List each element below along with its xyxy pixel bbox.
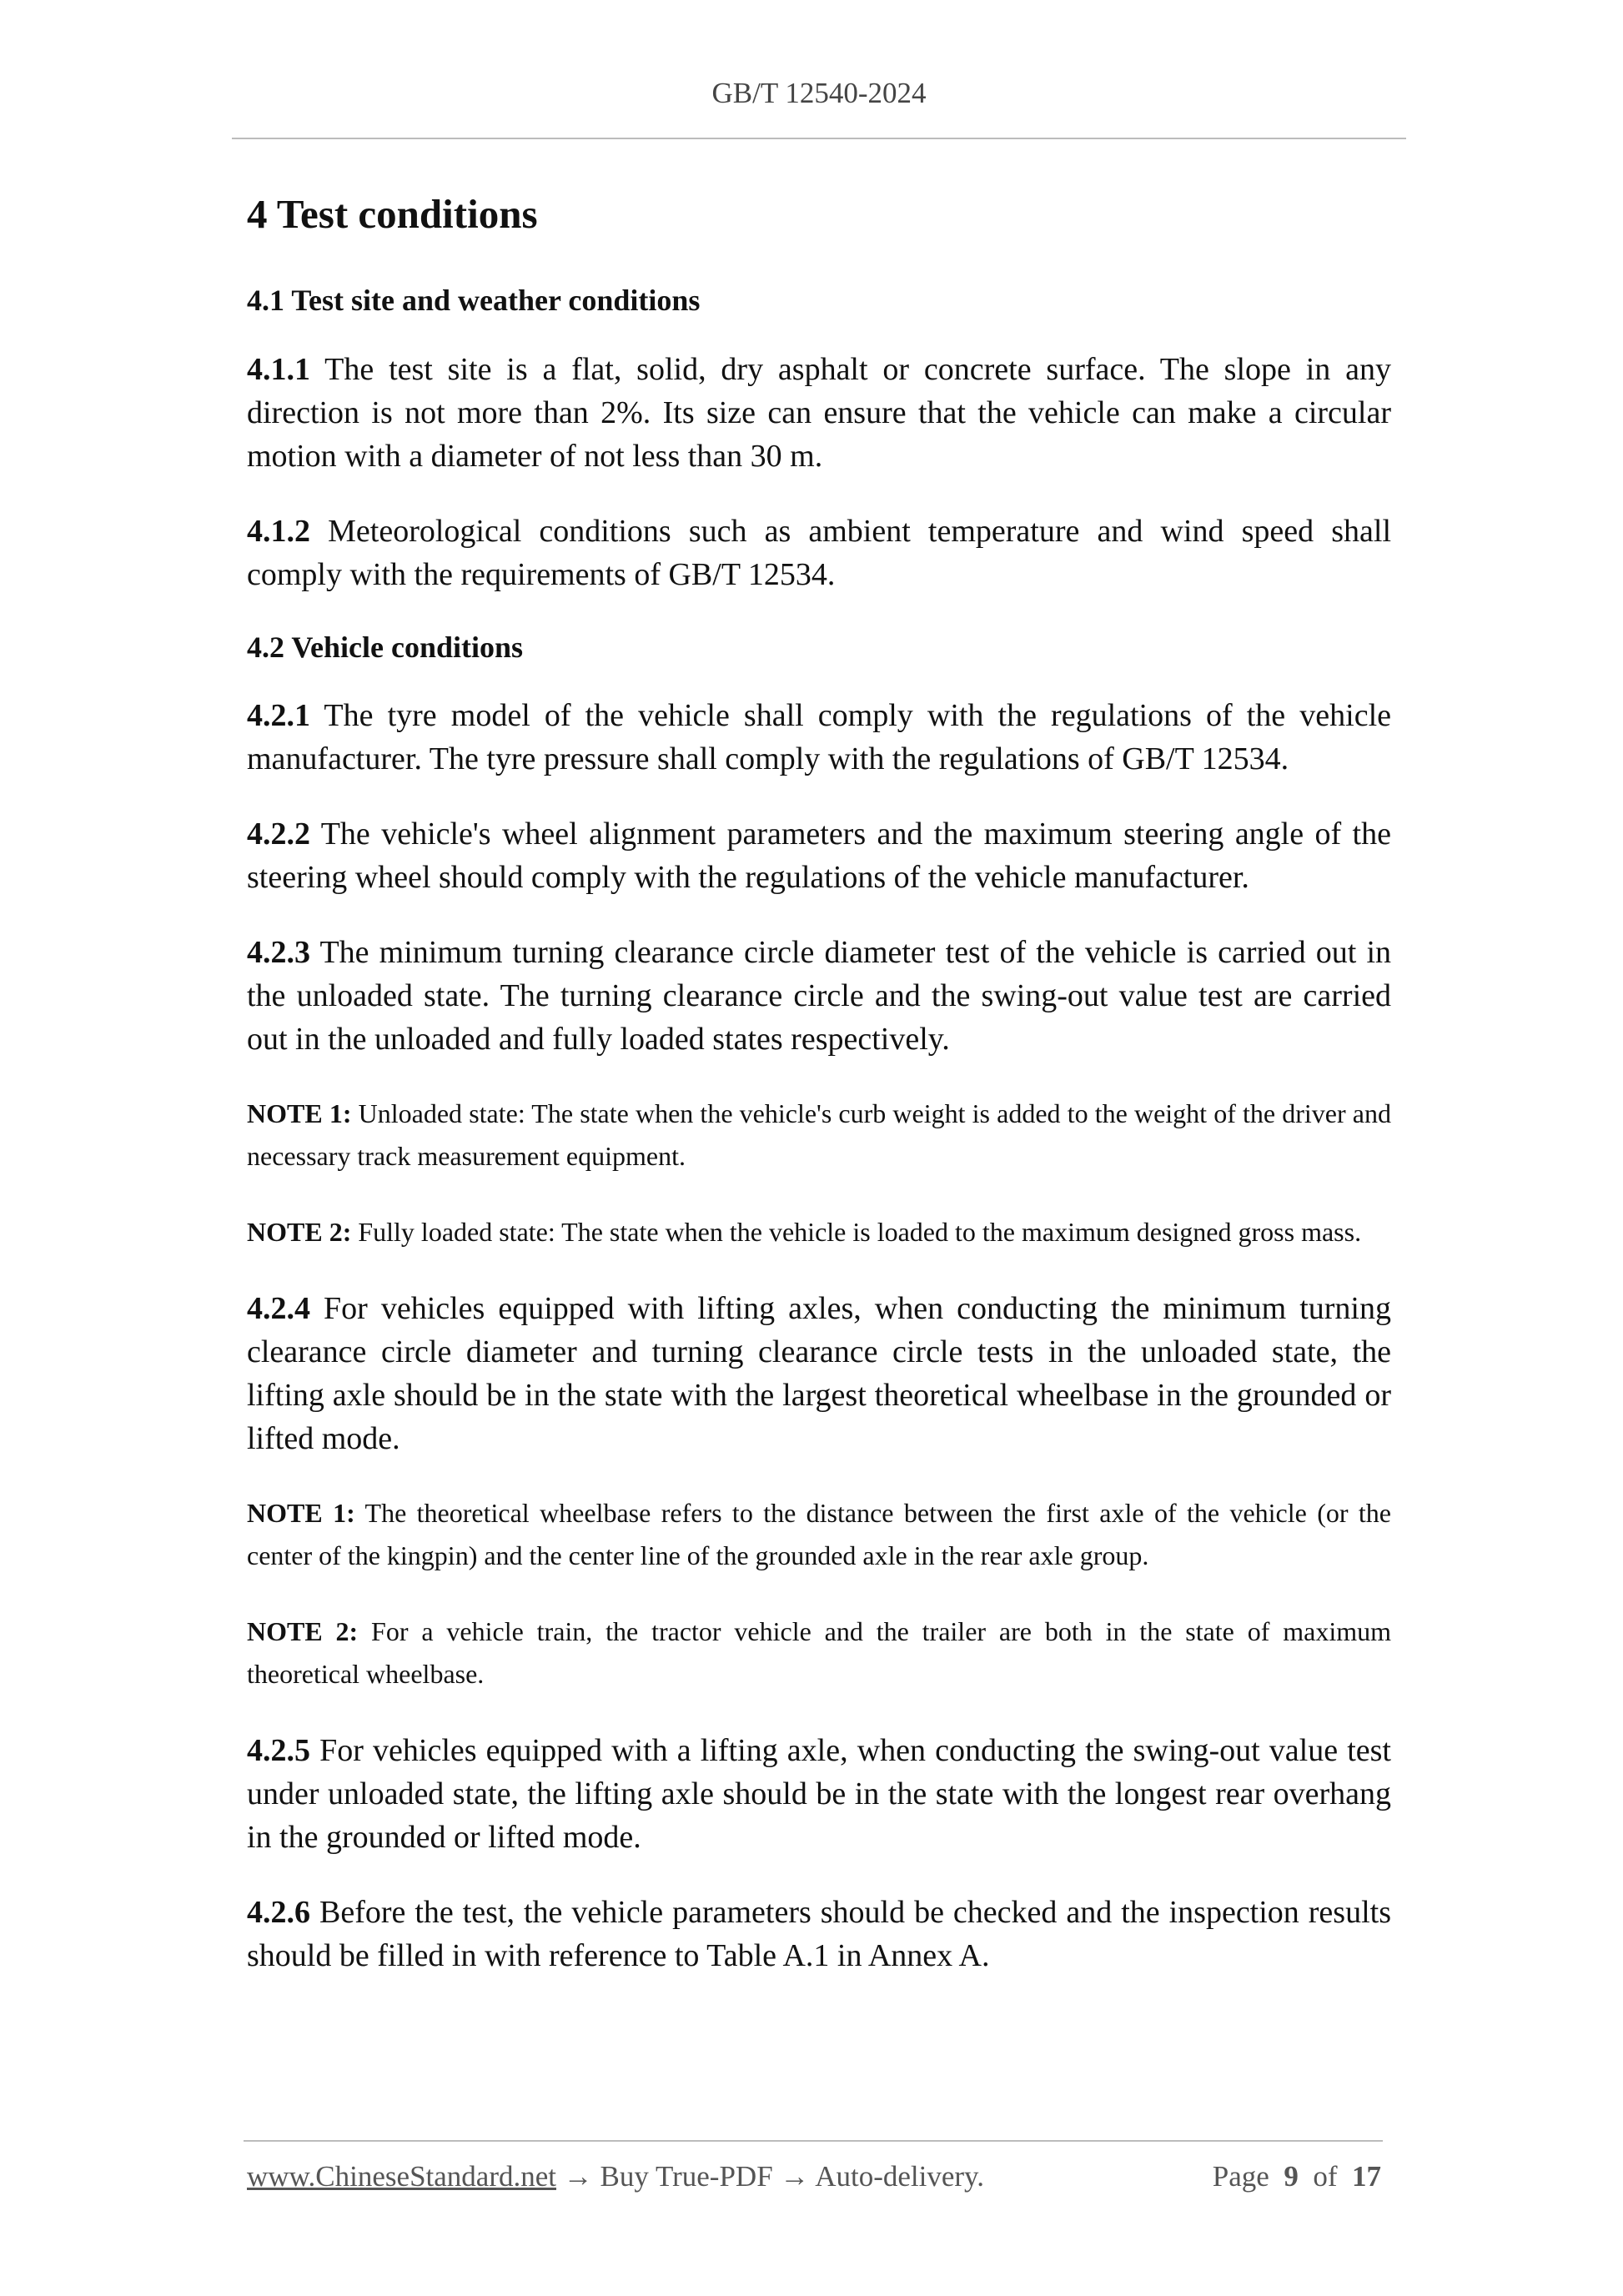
clause-text: The vehicle's wheel alignment parameters and the maximum steering angle of the steering wheel should comply with the regulations of the vehicle manufacturer. xyxy=(247,816,1391,896)
note-label: NOTE 2: xyxy=(247,1217,352,1248)
page-indicator xyxy=(1213,2160,1381,2193)
clause-number: 4.2.3 xyxy=(247,935,310,971)
clause-4-1-2 xyxy=(247,510,1391,596)
clause-number: 4.2.1 xyxy=(247,698,310,734)
note-label: NOTE 1: xyxy=(247,1098,352,1129)
clause-4-1-1 xyxy=(247,348,1391,478)
website-link[interactable]: www.ChineseStandard.net xyxy=(247,2160,556,2193)
note-4-2-3-1 xyxy=(247,1093,1391,1178)
total-page-count: 17 xyxy=(1352,2160,1381,2193)
note-text: Fully loaded state: The state when the vehicle is loaded to the maximum designed gross mass. xyxy=(351,1217,1362,1248)
clause-number: 4.1.2 xyxy=(247,513,310,549)
document-body xyxy=(247,190,1391,2009)
subsection-title-4-1: 4.1 Test site and weather conditions xyxy=(247,283,701,317)
clause-4-2-5 xyxy=(247,1729,1391,1859)
note-text: For a vehicle train, the tractor vehicle and the trailer are both in the state of maximum theoretical wheelbase. xyxy=(247,1616,1392,1690)
footer-tagline: → Buy True-PDF → Auto-delivery. xyxy=(556,2160,985,2193)
clause-number: 4.2.2 xyxy=(247,816,310,852)
clause-4-2-2 xyxy=(247,812,1391,899)
current-page-number: 9 xyxy=(1284,2160,1299,2193)
clause-text: For vehicles equipped with a lifting axle, when conducting the swing-out value test under unloaded state, the lifting axle should be in the state with the longest rear overhang in the grounded or lifted mode. xyxy=(247,1733,1391,1856)
footer-divider xyxy=(244,2140,1383,2142)
clause-text: Meteorological conditions such as ambient temperature and wind speed shall comply with the requirements of GB/T 12534. xyxy=(247,513,1391,592)
section-title: 4 Test conditions xyxy=(247,191,538,237)
page-of-word: of xyxy=(1313,2160,1338,2193)
document-header: GB/T 12540-2024 xyxy=(711,77,927,109)
clause-number: 4.2.5 xyxy=(247,1733,310,1769)
clause-text: The minimum turning clearance circle diameter test of the vehicle is carried out in the unloaded state. The turning clearance circle and the swing-out value test are carried out in the unloaded and fully loaded states respectively. xyxy=(247,935,1391,1058)
footer-left xyxy=(247,2160,984,2193)
clause-4-2-4 xyxy=(247,1287,1391,1460)
clause-4-2-3 xyxy=(247,931,1391,1061)
note-4-2-4-2 xyxy=(247,1610,1391,1696)
clause-text: The tyre model of the vehicle shall comply with the regulations of the vehicle manufacturer. The tyre pressure shall comply with the regulations of GB/T 12534. xyxy=(247,698,1391,777)
note-4-2-4-1 xyxy=(247,1492,1391,1577)
note-text: The theoretical wheelbase refers to the distance between the first axle of the vehicle (or the center of the kingpin) and the center line of the grounded axle in the rear axle group. xyxy=(247,1498,1392,1571)
subsection-title-4-2: 4.2 Vehicle conditions xyxy=(247,630,524,664)
header-divider xyxy=(232,138,1406,139)
clause-text: The test site is a flat, solid, dry asphalt or concrete surface. The slope in any direction is not more than 2%. Its size can ensure that the vehicle can make a circular motion with a diameter of not less than 30 m. xyxy=(247,351,1391,474)
clause-number: 4.2.4 xyxy=(247,1291,310,1327)
note-label: NOTE 2: xyxy=(247,1616,359,1647)
clause-4-2-1 xyxy=(247,694,1391,781)
note-4-2-3-2 xyxy=(247,1211,1391,1254)
page-footer xyxy=(247,2160,1381,2193)
note-label: NOTE 1: xyxy=(247,1498,355,1529)
note-text: Unloaded state: The state when the vehicle's curb weight is added to the weight of the driver and necessary track measurement equipment. xyxy=(247,1098,1392,1172)
clause-number: 4.2.6 xyxy=(247,1895,310,1931)
clause-text: Before the test, the vehicle parameters should be checked and the inspection results should be filled in with reference to Table A.1 in Annex A. xyxy=(247,1895,1391,1974)
clause-number: 4.1.1 xyxy=(247,351,310,387)
clause-text: For vehicles equipped with lifting axles, when conducting the minimum turning clearance circle diameter and turning clearance circle tests in the unloaded state, the lifting axle should be in the state with the largest theoretical wheelbase in the grounded or lifted mode. xyxy=(247,1291,1391,1457)
clause-4-2-6 xyxy=(247,1891,1391,1977)
page-word: Page xyxy=(1212,2160,1269,2193)
